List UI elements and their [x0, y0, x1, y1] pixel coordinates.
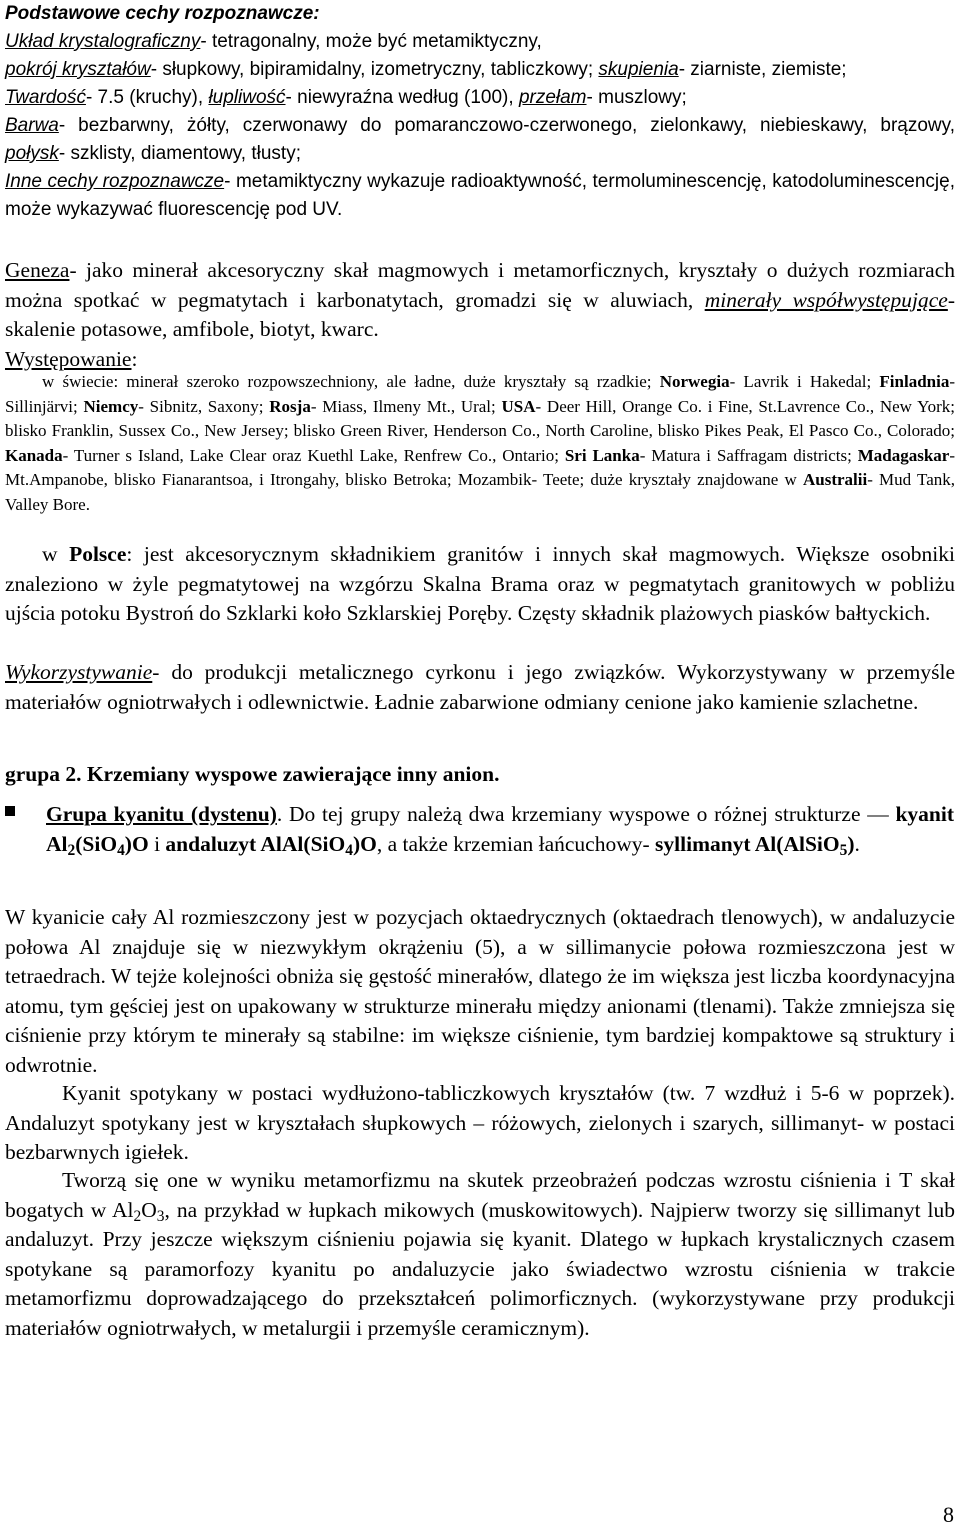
kyanite-text-1: . Do tej grupy należą dwa krzemiany wyspowe o różnej strukturze — [276, 802, 889, 826]
poland-text: : jest akcesorycznym składnikiem granitów i innych skał magmowych. Większe osobniki znaleziono w żyle pegmatytowej na wzgórzu Skalna Brama oraz w pegmatytach granitowych w pobliżu ujścia potoku Bystroń do Szklarki koło Szklarskiej Poręby. Częsty składnik plażowych piasków bałtyckich. [5, 542, 956, 625]
world-text-5: - Miass, Ilmeny Mt., Ural; [310, 396, 496, 416]
usage-label: Wykorzystywanie [5, 660, 153, 684]
metamorphism-text-2: , na przykład w łupkach mikowych (muskowitowych). Najpierw tworzy się sillimanyt lub andaluzyt. Przy jeszcze większym ciśnieniu pojawia się kyanit. Dlatego w łupkach krystalicznych czasem spotykane są paramorfozy kyanitu po andaluzycie jako świadectwo wzrostu ciśnienia w trakcie metamorfizmu doprowadzającego do przekształceń polimorficznych. (wykorzystywane przy produkcji materiałów ogniotrwałych, w metalurgii i przemyśle ceramicznym). [5, 1197, 955, 1340]
occurrence-colon: : [131, 346, 138, 371]
world-text-7: - Turner s Island, Lake Clear oraz Kuethl Lake, Renfrew Co., Ontario; [62, 445, 559, 465]
fracture-label: przełam [518, 87, 587, 108]
hardness-label: Twardość [5, 87, 86, 108]
section-heading: grupa 2. Krzemiany wyspowe zawierające inny anion. [5, 762, 500, 786]
color-label: Barwa [5, 115, 59, 136]
other-features-label: Inne cechy rozpoznawcze [5, 171, 225, 192]
hardness-text: - 7.5 (kruchy), [85, 87, 204, 108]
fracture-text: - muszlowy; [586, 87, 687, 108]
habit-text: - słupkowy, bipiramidalny, izometryczny, tabliczkowy; [150, 59, 594, 80]
world-text-8: - Matura i Saffragam districts; [639, 445, 852, 465]
crystal-system-label: Układ krystalograficzny [5, 31, 201, 52]
associated-minerals-label: minerały współwystępujące [704, 287, 948, 312]
luster-label: połysk [5, 143, 59, 164]
country-sri-lanka: Sri Lanka [564, 445, 640, 465]
kyanite-formula: kyanit $Al_2(SiO_4)O$ [46, 802, 955, 859]
poland-paragraph [5, 540, 955, 629]
poland-label: Polsce [69, 542, 127, 566]
paragraph-metamorphism: Tworzą się one w wyniku metamorfizmu na skutek przeobrażeń podczas wzrostu ciśnienia i T skał bogatych w $Al_2O_3$, na przykład w łupkach mikowych (muskowitowych). Najpierw tworzy się sillimanyt lub andaluzyt. Przy jeszcze większym ciśnieniu pojawia się kyanit. Dlatego w łupkach krystalicznych czasem spotykane są paramorfozy kyanitu po andaluzycie jako świadectwo wzrostu ciśnienia w trakcie metamorfizmu doprowadzającego do przekształceń polimorficznych. (wykorzystywane przy produkcji materiałów ogniotrwałych, w metalurgii i przemyśle ceramicznym). [5, 1168, 955, 1340]
country-canada: Kanada [5, 445, 63, 465]
color-text: - bezbarwny, żółty, czerwonawy do pomaranczowo-czerwonego, zielonkawy, niebieskawy, brązowy, [58, 115, 955, 136]
world-text-10: - Mud Tank, Valley Bore. [5, 470, 956, 514]
features-block [5, 0, 955, 224]
country-finland: Finladnia [879, 372, 950, 391]
cleavage-text: - niewyraźna według (100), [285, 87, 514, 108]
occurrence-label: Występowanie [5, 346, 132, 371]
usage-text: - do produkcji metalicznego cyrkonu i jego związków. Wykorzystywany w przemyśle materiałów ogniotrwałych i odlewnictwie. Ładnie zabarwione odmiany cenione jako kamienie szlachetne. [5, 660, 955, 714]
crystal-system-text: - tetragonalny, może być metamiktyczny, [200, 31, 542, 52]
world-text-3: - Sillinjärvi; [5, 372, 956, 416]
world-occurrence [5, 370, 955, 517]
habit-label: pokrój kryształów [5, 59, 151, 80]
metamorphism-text-1: Tworzą się one w wyniku metamorfizmu na skutek przeobrażeń podczas wzrostu ciśnienia i T skał bogatych w Al [5, 1168, 955, 1222]
genesis-block [5, 256, 955, 374]
genesis-label: Geneza [5, 258, 70, 282]
other-features-text: - metamiktyczny wykazuje radioaktywność, termoluminescencję, katodoluminescencję, może wykazywać fluorescencję pod UV. [5, 171, 955, 220]
world-text-2: - Lavrik i Hakedal; [729, 372, 872, 391]
kyanite-group-title: Grupa kyanitu (dystenu) [46, 802, 277, 826]
world-text-1: w świecie: minerał szeroko rozpowszechniony, ale ładne, duże kryształy są rzadkie; [42, 372, 652, 391]
genesis-text: - jako minerał akcesoryczny skał magmowych i metamorficznych, kryształy o dużych rozmiarach można spotkać w pegmatytach i karbonatytach, gromadzi się w aluwiach, [5, 258, 955, 312]
world-text-9: - Mt.Ampanobe, blisko Fianarantsoa, i Itrongahy, blisko Betroka; Mozambik- Teete; duże kryształy znajdowane w [5, 445, 956, 489]
country-russia: Rosja [269, 396, 311, 416]
world-text-4: - Sibnitz, Saxony; [138, 396, 264, 416]
poland-w: w [42, 542, 58, 566]
page-number: 8 [943, 1502, 954, 1527]
country-germany: Niemcy [83, 396, 139, 416]
world-text-6: - Deer Hill, Orange Co. i Fine, St.Lavrence Co., New York; blisko Franklin, Sussex Co., New Jersey; blisko Green River, Henderson Co., North Caroline, blisko Pikes Peak, El Pasco Co., Colorado; [5, 396, 956, 440]
aggregates-text: - ziarniste, ziemiste; [678, 59, 847, 80]
country-madagascar: Madagaskar [857, 445, 950, 465]
cleavage-label: łupliwość [208, 87, 286, 108]
country-norway: Norwegia [659, 372, 730, 391]
kyanite-group-paragraph [46, 800, 954, 859]
kyanite-text-2: , a także krzemian łańcuchowy- [376, 831, 650, 856]
usage-paragraph [5, 658, 955, 717]
paragraph-coordination: W kyanicie cały Al rozmieszczony jest w pozycjach oktaedrycznych (oktaedrach tlenowych), w andaluzycie połowa Al znajduje się w niezwykłym okrążeniu (5), a w sillimanycie połowa rozmieszczona jest w tetraedrach. W tejże kolejności obniża się gęstość minerałów, dlatego że im większa jest liczba koordynacyjna atomu, tym gęściej jest on upakowany w strukturze minerału między anionami (tlenami). Także zmniejsza się ciśnienie przy którym te minerały są stabilne: im większe ciśnienie, tym bardziej kompaktowe są struktury i odwrotnie. [5, 905, 955, 1077]
sillimanite-formula: syllimanyt Al(AlSiO$_5$) [655, 831, 855, 859]
bullet-square-icon [5, 806, 15, 816]
kyanite-and: i [154, 831, 161, 856]
kyanite-dot: . [854, 831, 860, 856]
country-australia: Australii [802, 470, 868, 489]
paragraph-habits: Kyanit spotykany w postaci wydłużono-tabliczkowych kryształów (tw. 7 wzdłuż i 5-6 w poprzek). Andaluzyt spotykany jest w kryształach słupkowych – różowych, zielonych i szarych, sillimanyt- w postaci bezbarwnych igiełek. [5, 1081, 955, 1164]
aggregates-label: skupienia [598, 59, 679, 80]
features-heading: Podstawowe cechy rozpoznawcze: [5, 3, 320, 24]
country-usa: USA [501, 396, 536, 416]
andalusite-formula: andaluzyt AlAl(SiO$_4$)O [165, 831, 377, 859]
luster-text: - szklisty, diamentowy, tłusty; [58, 143, 301, 164]
associated-minerals-text: - skalenie potasowe, amfibole, biotyt, kwarc. [5, 287, 956, 341]
